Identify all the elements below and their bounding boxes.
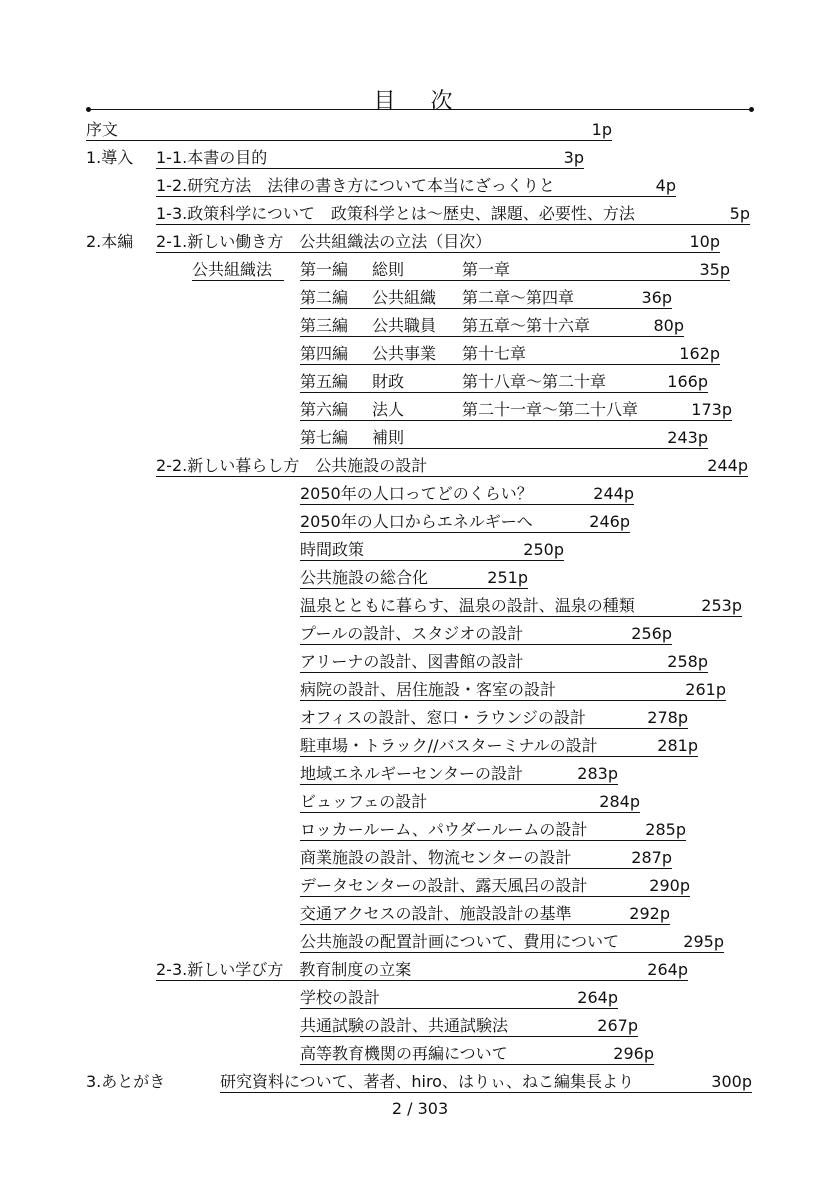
toc-entry-page: 244p — [593, 484, 634, 503]
toc-entry[interactable] — [156, 232, 720, 253]
toc-entry-label: 病院の設計、居住施設・客室の設計 — [300, 680, 557, 699]
toc-part: 第六編 — [300, 400, 349, 419]
toc-entry-label: 時間政策 — [300, 540, 365, 559]
toc-entry-page: 173p — [691, 400, 732, 419]
toc-entry-label: 学校の設計 — [300, 988, 381, 1007]
toc-entry-page: 284p — [599, 792, 640, 811]
toc-entry-label: ロッカールーム、パウダールームの設計 — [300, 820, 588, 839]
toc-part-entry[interactable] — [300, 428, 708, 449]
toc-chapter: 第一章 — [462, 260, 511, 279]
toc-part-name: 財政 — [372, 372, 405, 391]
toc-entry[interactable] — [156, 204, 750, 225]
toc-part-name: 法人 — [372, 400, 405, 419]
toc-entry-label: 2-1.新しい働き方 公共組織法の立法（目次） — [156, 232, 492, 251]
toc-entry[interactable] — [300, 988, 618, 1009]
toc-entry-page: 287p — [631, 848, 672, 867]
toc-entry-label: ビュッフェの設計 — [300, 792, 428, 811]
toc-entry-page: 244p — [707, 456, 748, 475]
toc-entry-label: 商業施設の設計、物流センターの設計 — [300, 848, 572, 867]
toc-entry-page: 251p — [487, 568, 528, 587]
toc-entry[interactable] — [156, 960, 688, 981]
toc-entry-page: 10p — [689, 232, 720, 251]
toc-entry-label: 2050年の人口からエネルギーへ — [300, 512, 533, 531]
toc-entry-page: 243p — [667, 428, 708, 447]
toc-entry-page: 253p — [701, 596, 742, 615]
toc-entry[interactable] — [156, 148, 584, 169]
toc-entry-label: 温泉とともに暮らす、温泉の設計、温泉の種類 — [300, 596, 635, 615]
toc-entry[interactable] — [300, 848, 672, 869]
toc-entry-label: アリーナの設計、図書館の設計 — [300, 652, 524, 671]
toc-part-entry[interactable] — [300, 344, 720, 365]
toc-entry-label: オフィスの設計、窓口・ラウンジの設計 — [300, 708, 586, 727]
rule-right-dot — [749, 107, 754, 112]
section-afterword: 3.あとがき — [86, 1072, 166, 1091]
toc-entry[interactable] — [300, 736, 698, 757]
toc-part: 第一編 — [300, 260, 349, 279]
toc-chapter: 第十七章 — [462, 344, 527, 363]
toc-part-entry[interactable] — [300, 288, 672, 309]
title-rule — [88, 109, 752, 110]
toc-entry-page: 264p — [577, 988, 618, 1007]
toc-entry[interactable] — [220, 1072, 752, 1093]
toc-entry-page: 300p — [711, 1072, 752, 1091]
toc-part-entry[interactable] — [300, 316, 684, 337]
toc-entry-page: 292p — [629, 904, 670, 923]
toc-entry-page: 3p — [563, 148, 584, 167]
toc-entry-page: 264p — [647, 960, 688, 979]
toc-entry-label: プールの設計、スタジオの設計 — [300, 624, 524, 643]
toc-entry[interactable] — [156, 176, 676, 197]
toc-entry-page: 5p — [729, 204, 750, 223]
toc-part: 第二編 — [300, 288, 349, 307]
toc-entry-page: 4p — [655, 176, 676, 195]
toc-entry-page: 35p — [699, 260, 730, 279]
toc-entry[interactable] — [300, 596, 742, 617]
toc-entry-page: 36p — [641, 288, 672, 307]
toc-entry-page: 1p — [591, 120, 612, 139]
toc-entry-page: 281p — [657, 736, 698, 755]
toc-chapter: 第十八章〜第二十章 — [462, 372, 607, 391]
toc-entry-label: データセンターの設計、露天風呂の設計 — [300, 876, 588, 895]
toc-entry-label: 共通試験の設計、共通試験法 — [300, 1016, 509, 1035]
toc-entry-label: 地域エネルギーセンターの設計 — [300, 764, 524, 783]
toc-entry-page: 250p — [523, 540, 564, 559]
toc-entry-page: 283p — [577, 764, 618, 783]
toc-entry-page: 295p — [683, 932, 724, 951]
toc-entry-label: 高等教育機関の再編について — [300, 1044, 508, 1063]
toc-entry[interactable] — [300, 876, 690, 897]
toc-entry[interactable] — [300, 512, 630, 533]
toc-entry[interactable] — [300, 1016, 638, 1037]
toc-entry-label: 公共施設の配置計画について、費用について — [300, 932, 620, 951]
toc-entry-page: 285p — [645, 820, 686, 839]
toc-entry[interactable] — [300, 764, 618, 785]
page-title: 目 次 — [373, 89, 467, 114]
toc-part: 第五編 — [300, 372, 349, 391]
toc-entry-page: 258p — [667, 652, 708, 671]
toc-part: 第七編 — [300, 428, 349, 447]
toc-entry-page: 290p — [649, 876, 690, 895]
toc-entry-label: 序文 — [86, 120, 119, 139]
toc-entry-page: 278p — [647, 708, 688, 727]
toc-entry-label: 公共組織法 — [192, 260, 273, 279]
toc-entry-label: 2-3.新しい学び方 教育制度の立案 — [156, 960, 412, 979]
toc-entry-page: 166p — [667, 372, 708, 391]
toc-entry-label: 駐車場・トラック//バスターミナルの設計 — [300, 736, 598, 755]
toc-entry[interactable] — [300, 904, 670, 925]
toc-chapter: 第二章〜第四章 — [462, 288, 575, 307]
page-number: 2 / 303 — [391, 1099, 449, 1118]
toc-entry-label: 1-3.政策科学について 政策科学とは〜歴史、課題、必要性、方法 — [156, 204, 635, 223]
toc-part-entry[interactable] — [300, 260, 730, 281]
toc-entry[interactable] — [156, 456, 748, 477]
toc-part-entry[interactable] — [300, 372, 708, 393]
toc-entry-page: 246p — [589, 512, 630, 531]
toc-part-name: 公共組織 — [372, 288, 437, 307]
toc-entry-page: 162p — [679, 344, 720, 363]
toc-entry-label: 研究資料について、著者、hiro、はりぃ、ねこ編集長より — [220, 1072, 634, 1091]
toc-part-entry[interactable] — [300, 400, 732, 421]
toc-entry-page: 296p — [613, 1044, 654, 1063]
toc-entry[interactable] — [300, 932, 724, 953]
section-main: 2.本編 — [86, 232, 134, 251]
section-intro: 1.導入 — [86, 148, 134, 167]
toc-entry[interactable] — [300, 540, 564, 561]
toc-part-name: 補則 — [372, 428, 405, 447]
toc-chapter: 第五章〜第十六章 — [462, 316, 591, 335]
toc-entry[interactable] — [300, 680, 726, 701]
toc-part-name: 公共事業 — [372, 344, 437, 363]
toc-chapter: 第二十一章〜第二十八章 — [462, 400, 639, 419]
toc-entry-page: 261p — [685, 680, 726, 699]
toc-part-name: 総則 — [372, 260, 405, 279]
toc-entry-page: 256p — [631, 624, 672, 643]
toc-entry[interactable] — [300, 792, 640, 813]
toc-entry-label: 1-2.研究方法 法律の書き方について本当にざっくりと — [156, 176, 555, 195]
toc-entry-label: 2050年の人口ってどのくらい？ — [300, 484, 533, 503]
toc-entry[interactable] — [300, 1044, 654, 1065]
toc-entry[interactable] — [300, 708, 688, 729]
toc-part: 第四編 — [300, 344, 349, 363]
toc-entry-law[interactable] — [192, 260, 284, 281]
toc-entry[interactable] — [300, 820, 686, 841]
toc-entry-preface[interactable] — [86, 120, 612, 141]
toc-entry[interactable] — [300, 568, 528, 589]
toc-part-name: 公共職員 — [372, 316, 437, 335]
toc-entry[interactable] — [300, 484, 634, 505]
toc-entry-label: 1-1.本書の目的 — [156, 148, 268, 167]
toc-entry-label: 2-2.新しい暮らし方 公共施設の設計 — [156, 456, 428, 475]
toc-entry[interactable] — [300, 624, 672, 645]
toc-entry-page: 80p — [653, 316, 684, 335]
toc-entry-label: 公共施設の総合化 — [300, 568, 429, 587]
toc-entry[interactable] — [300, 652, 708, 673]
toc-part: 第三編 — [300, 316, 349, 335]
toc-entry-page: 267p — [597, 1016, 638, 1035]
toc-entry-label: 交通アクセスの設計、施設設計の基準 — [300, 904, 572, 923]
